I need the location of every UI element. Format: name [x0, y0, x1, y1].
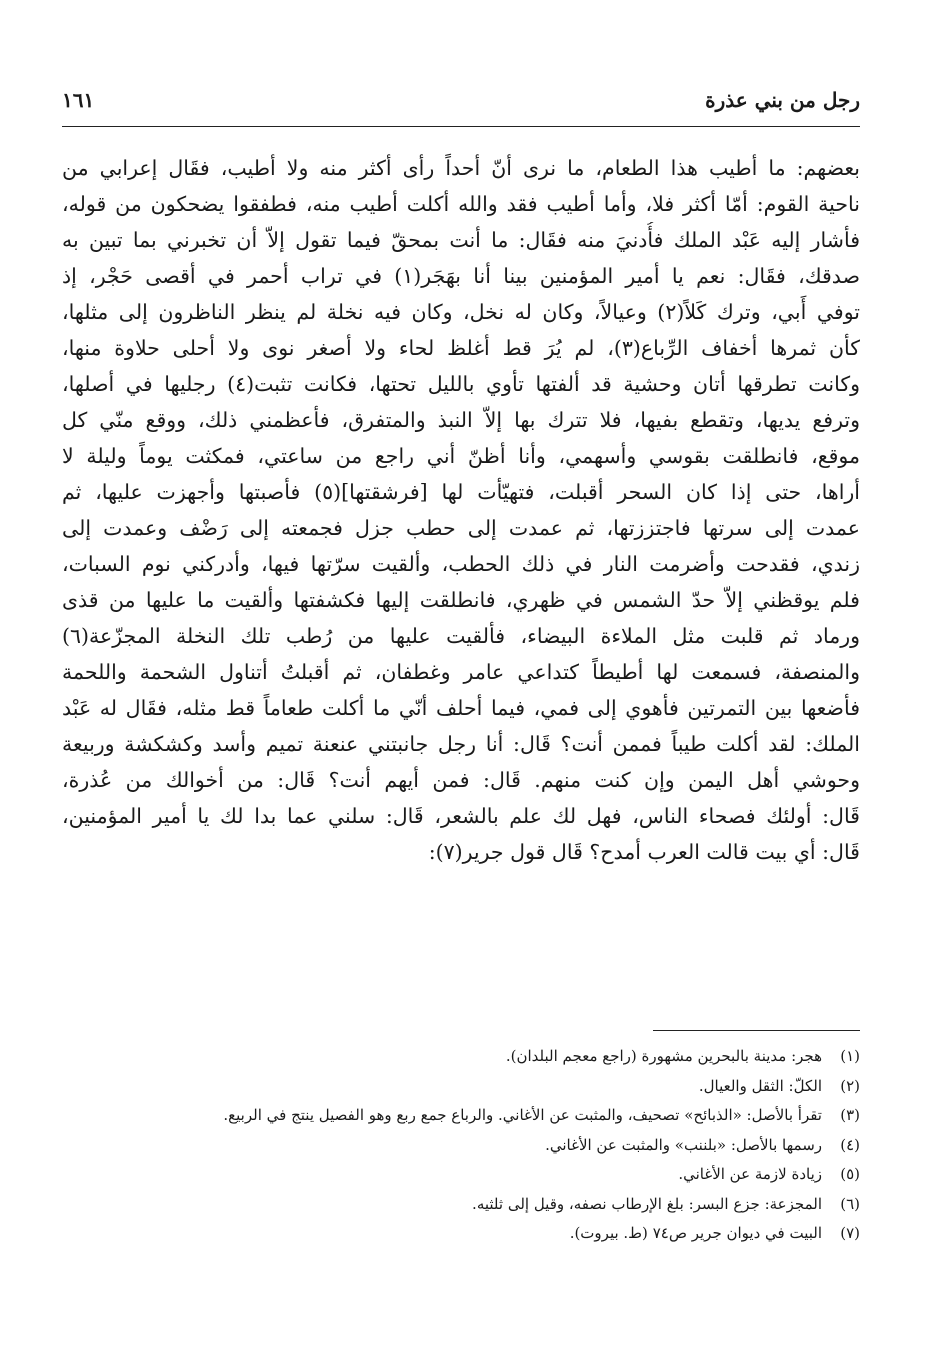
- body-text: [62, 150, 860, 870]
- text-line: وكانت تطرقها أتان وحشية قد ألفتها تأوي بالليل تحتها، فكانت تثبت(٤) رجليها في أصلها،: [62, 372, 860, 396]
- footnote-text: الكلّ: الثقل والعيال.: [698, 1076, 822, 1095]
- page-number: ١٦١: [62, 88, 95, 112]
- text-line: فلم يوقظني إلاّ حدّ الشمس في ظهري، فانطلقت إليها فكشفتها وألقيت ما عليها من قذى: [62, 588, 860, 612]
- header-rule: [62, 126, 860, 127]
- footnotes: [62, 1042, 860, 1249]
- footnote-text: زيادة لازمة عن الأغاني.: [678, 1165, 822, 1183]
- footnote: [62, 1160, 860, 1190]
- text-line: توفي أَبي، وترك كَلاً(٢) وعيالاً، وكان له نخل، وكان فيه نخلة لم ينظر الناظرون إلى مثلها،: [62, 300, 860, 324]
- footnote-text: تقرأ بالأصل: «الذبائح» تصحيف، والمثبت عن الأغاني. والرباع جمع ربع وهو الفصيل ينتج في الربيع.: [223, 1106, 822, 1124]
- footnote-text: المجزعة: جزع البسر: بلغ الإرطاب نصفه، وقيل إلى ثلثيه.: [472, 1194, 822, 1213]
- footnote: [62, 1042, 860, 1072]
- text-line: فأشار إليه عَبْد الملك فأُدنيَ منه فقَال: ما أنت بمحقّ فيما تقول إلاّ أن تخبرني بما تبين به: [62, 228, 860, 252]
- footnote: [62, 1072, 860, 1102]
- footnote-number: (٣): [840, 1106, 860, 1124]
- text-line: بعضهم: ما أطيب هذا الطعام، ما نرى أنّ أحداً رأى أكثر منه ولا أطيب، فقَال إعرابي من: [62, 156, 860, 180]
- text-line: قَال: أولئك فصحاء الناس، فهل لك علم بالشعر، قَال: سلني عما بدا لك يا أمير المؤمنين،: [62, 804, 860, 828]
- chapter-title: رجل من بني عذرة: [705, 88, 860, 112]
- footnote: [62, 1219, 860, 1249]
- footnote-text: هجر: مدينة بالبحرين مشهورة (راجع معجم البلدان).: [505, 1047, 822, 1065]
- footnote-rule: [653, 1030, 860, 1031]
- footnote-number: (٦): [840, 1194, 860, 1213]
- footnote-number: (٥): [840, 1165, 860, 1183]
- text-line: موقع، فانطلقت بقوسي وأسهمي، وأنا أظنّ أني راجع من ساعتي، فمكثت يوماً وليلة لا: [62, 444, 860, 468]
- footnote-text: البيت في ديوان جرير ص٧٤ (ط. بيروت).: [569, 1224, 822, 1242]
- footnote-number: (٢): [840, 1076, 860, 1095]
- text-line: قَال: أي بيت قالت العرب أمدح؟ قَال قول جرير(٧):: [428, 840, 860, 864]
- text-line: والمنصفة، فسمعت لها أطيطاً كتداعي عامر وغطفان، ثم أقبلتُ أتناول الشحمة واللحمة: [62, 660, 860, 684]
- text-line: الملك: لقد أكلت طيباً فممن أنت؟ قَال: أنا رجل جانبتني عنعنة تميم وأسد وكشكشة وربيعة: [62, 732, 860, 756]
- text-line: صدقك، فقَال: نعم يا أمير المؤمنين بينا أنا بهَجَر(١) في تراب أحمر في أقصى حَجْر، إذ: [62, 264, 860, 288]
- footnote-number: (١): [840, 1047, 860, 1065]
- footnote: [62, 1190, 860, 1220]
- text-line: عمدت إلى سرتها فاجتززتها، ثم عمدت إلى حطب جزل فجمعته إلى رَضْف وعمدت إلى: [62, 516, 860, 540]
- footnote-text: رسمها بالأصل: «بلننب» والمثبت عن الأغاني.: [545, 1135, 822, 1154]
- text-line: ناحية القوم: أمّا أكثر فلا، وأما أطيب فقد والله أكلت أطيب منه، فطفقوا يضحكون من قوله،: [62, 192, 860, 216]
- footnote-number: (٤): [840, 1135, 860, 1154]
- text-line: ورماد ثم قلبت مثل الملاءة البيضاء، فألقيت عليها من رُطب تلك النخلة المجزّعة(٦): [62, 624, 860, 648]
- text-line: وترفع يديها، وتقطع بفيها، فلا تترك بها إلاّ النبذ والمتفرق، فأعظمني ذلك، ووقع منّي كل: [62, 408, 860, 432]
- running-header: [62, 88, 860, 118]
- text-line: زندي، فقدحت وأضرمت النار في ذلك الحطب، وألقيت سرّتها فيها، وأدركني نوم السبات،: [62, 552, 860, 576]
- text-line: فأضعها بين التمرتين فأهوي إلى فمي، فيما أحلف أنّي ما أكلت طعاماً قط مثله، فقَال له عَبْد: [62, 696, 860, 720]
- footnote-number: (٧): [840, 1224, 860, 1242]
- footnote: [62, 1101, 860, 1131]
- footnote: [62, 1131, 860, 1161]
- text-line: أراها، حتى إذا كان السحر أقبلت، فتهيّأت لها [فرشقتها](٥) فأصبتها وأجهزت عليها، ثم: [62, 480, 860, 504]
- text-line: وحوشي أهل اليمن وإن كنت منهم. قَال: فمن أيهم أنت؟ قَال: من أخوالك من عُذرة،: [62, 768, 860, 792]
- text-line: كأن ثمرها أخفاف الرِّباع(٣)، لم يُرَ قط أغلظ لحاء ولا أصغر نوى ولا أحلى حلاوة منها،: [62, 336, 860, 360]
